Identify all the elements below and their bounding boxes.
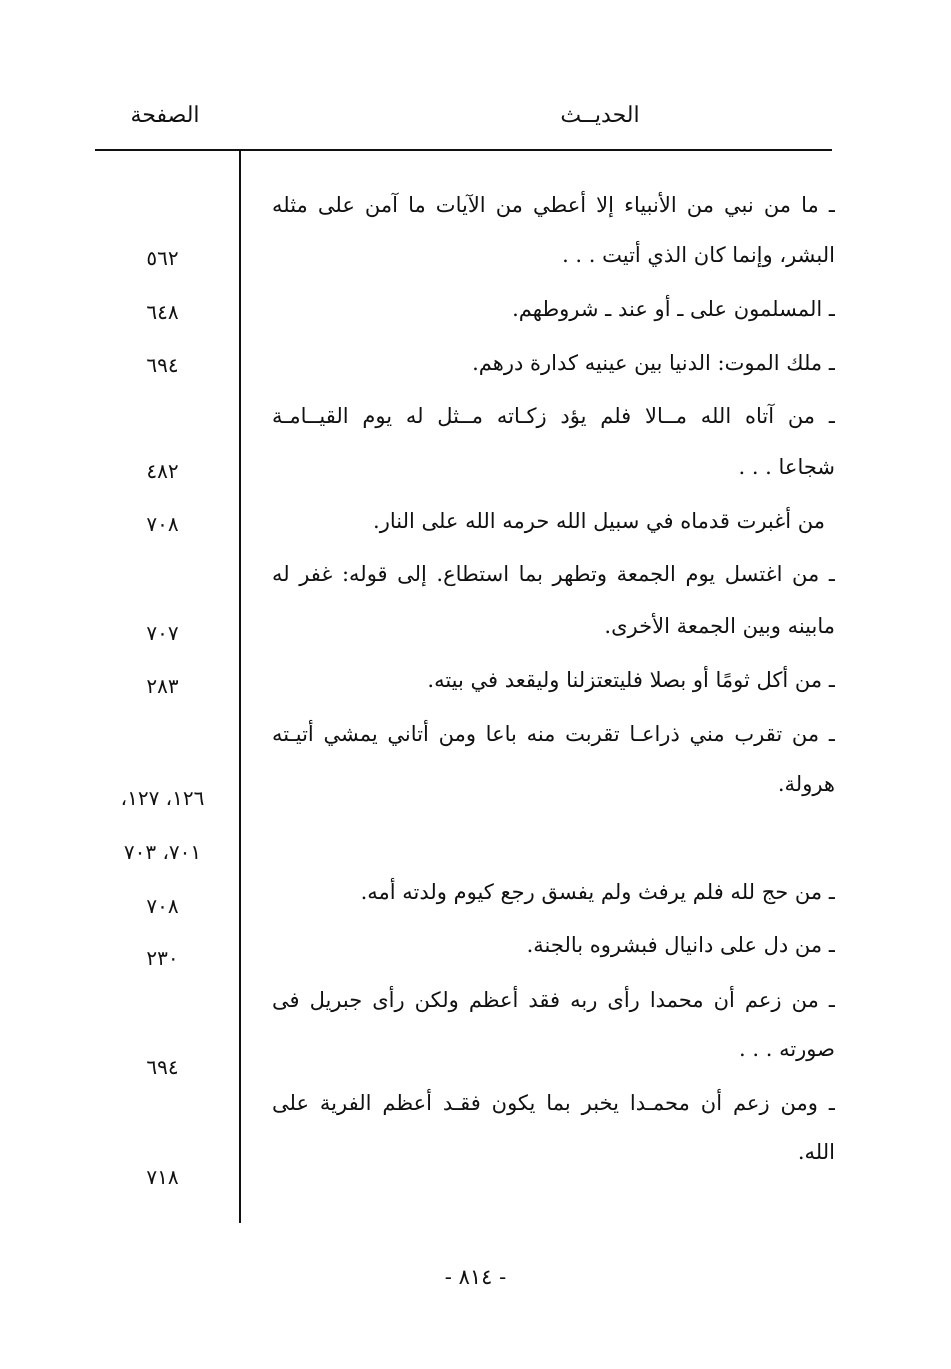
column-header-page: الصفحة	[130, 103, 200, 128]
page-number: ١٢٦، ١٢٧،	[120, 786, 205, 810]
page-number: ٢٨٣	[146, 674, 179, 698]
hadith-line: البشر، وإنما كان الذي أتيت . . .	[562, 243, 835, 267]
page-number: ٧٠٨	[146, 894, 179, 918]
page-number: ٦٩٤	[146, 353, 179, 377]
header-rule	[95, 149, 832, 151]
page-number: ٧١٨	[146, 1165, 179, 1189]
hadith-line: ـ المسلمون على ـ أو عند ـ شروطهم.	[512, 297, 835, 321]
page-number: ٢٣٠	[146, 946, 179, 970]
hadith-line: ـ ما من نبي من الأنبياء إلا أعطي من الآيات ما آمن على مثله	[272, 193, 835, 217]
page-folio: - ٨١٤ -	[444, 1265, 507, 1289]
column-header-hadith: الحديــث	[560, 103, 640, 128]
page-number: ٦٩٤	[146, 1055, 179, 1079]
hadith-line: ـ من زعم أن محمدا رأى ربه فقد أعظم ولكن رأى جبريل فى	[272, 988, 835, 1012]
hadith-line: صورته . . .	[739, 1037, 835, 1061]
hadith-line: الله.	[797, 1140, 835, 1164]
hadith-line: مابينه وبين الجمعة الأخرى.	[604, 614, 835, 638]
page-number: ٧٠١، ٧٠٣	[123, 840, 202, 864]
hadith-line: ـ من دل على دانيال فبشروه بالجنة.	[526, 933, 835, 957]
hadith-line: ـ من حج لله فلم يرفث ولم يفسق رجع كيوم ولدته أمه.	[360, 880, 835, 904]
page-number: ٧٠٨	[146, 512, 179, 536]
column-divider	[239, 151, 241, 1223]
hadith-line: من أغبرت قدماه في سبيل الله حرمه الله على النار.	[373, 509, 825, 533]
hadith-line: ـ من اغتسل يوم الجمعة وتطهر بما استطاع. إلى قوله: غفر له	[272, 562, 835, 586]
hadith-line: ـ من تقرب مني ذراعـا تقربت منه باعا ومن أتاني يمشي أتيـته	[272, 722, 835, 746]
hadith-line: ـ من آتاه الله مــالا فلم يؤد زكـاته مــثل له يوم القيــامـة	[272, 404, 835, 428]
page-number: ٦٤٨	[146, 300, 179, 324]
hadith-line: شجاعا . . .	[738, 455, 835, 479]
hadith-line: هرولة.	[777, 772, 835, 796]
hadith-line: ـ من أكل ثومًا أو بصلا فليتعتزلنا وليقعد في بيته.	[427, 668, 835, 692]
hadith-line: ـ ملك الموت: الدنيا بين عينيه كدارة درهم.	[472, 351, 835, 375]
hadith-line: ـ ومن زعم أن محمـدا يخبر بما يكون فقـد أعظم الفرية على	[272, 1091, 835, 1115]
page-number: ٧٠٧	[146, 621, 179, 645]
page-number: ٤٨٢	[146, 459, 179, 483]
page-number: ٥٦٢	[146, 246, 179, 270]
